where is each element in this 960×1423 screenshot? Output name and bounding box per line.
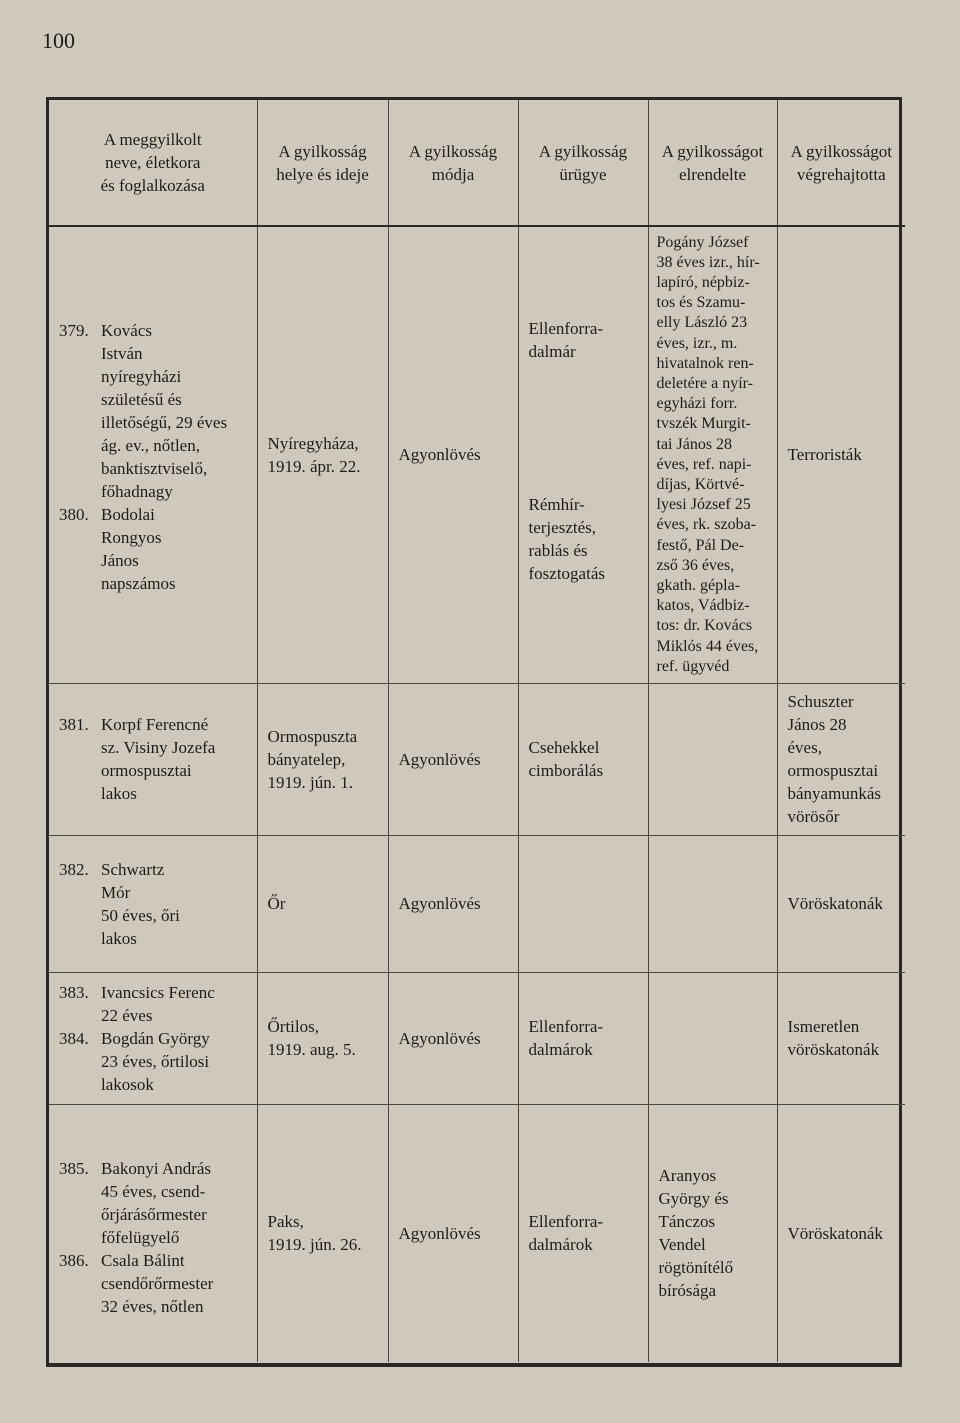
header-place-date: A gyilkosság helye és ideje [257,100,388,226]
victim-entry [59,858,251,950]
pretext-cell: Ellenforra- dalmárok [518,972,648,1104]
table-row [49,683,905,835]
method-cell: Agyonlövés [388,972,518,1104]
victim-entry [59,713,251,805]
pretext-cell: Ellenforra- dalmárok [518,1104,648,1362]
method-cell: Agyonlövés [388,1104,518,1362]
victim-details: Ivancsics Ferenc 22 éves [101,982,215,1025]
victim-cell [49,226,257,683]
victim-cell [49,683,257,835]
place-date-cell: Paks, 1919. jún. 26. [257,1104,388,1362]
victim-details: Kovács István nyíregyházi születésű és illetőségű, 29 éves ág. ev., nőtlen, banktisztviselő, főhadnagy [101,321,228,501]
victim-number: 381. [59,715,89,734]
victim-entry [59,1157,251,1249]
pretext-a: Ellenforra- dalmár [528,319,604,361]
victim-cell [49,972,257,1104]
victim-details: Bogdán György 23 éves, őrtilosi lakosok [101,1028,210,1094]
method-cell: Agyonlövés [388,683,518,835]
pretext-cell [518,835,648,972]
victim-details: Csala Bálint csendőrőrmester 32 éves, nőtlen [101,1250,214,1316]
pretext-cell [518,226,648,683]
victim-cell [49,835,257,972]
executed-by-cell: Vöröskatonák [777,835,905,972]
victim-number: 379. [59,321,89,340]
method-cell: Agyonlövés [388,226,518,683]
page-number: 100 [42,28,75,53]
header-row [49,100,905,226]
table-row [49,1104,905,1362]
victim-details: Bodolai Rongyos János napszámos [101,505,176,593]
place-date-cell: Nyíregyháza, 1919. ápr. 22. [257,226,388,683]
header-pretext: A gyilkosság ürügye [518,100,648,226]
place-date-cell: Őrtilos, 1919. aug. 5. [257,972,388,1104]
victim-number: 380. [59,505,89,524]
header-executed-by: A gyilkosságot végrehajtotta [777,100,905,226]
pretext-cell: Csehekkel cimborálás [518,683,648,835]
executed-by-cell: Terroristák [777,226,905,683]
victim-details: Korpf Ferencné sz. Visiny Jozefa ormospusztai lakos [101,715,216,803]
executed-by-cell: Schuszter János 28 éves, ormospusztai bányamunkás vörösőr [777,683,905,835]
pretext-b: Rémhír- terjesztés, rablás és fosztogatás [528,495,605,583]
victim-number: 383. [59,982,89,1002]
victim-cell [49,1104,257,1362]
place-date-cell: Ormospuszta bányatelep, 1919. jún. 1. [257,683,388,835]
victim-number: 385. [59,1158,89,1178]
method-cell: Agyonlövés [388,835,518,972]
victim-details: Bakonyi András 45 éves, csend- őrjárásőrmester főfelügyelő [101,1158,212,1247]
victim-entry [59,1249,251,1318]
victim-entry [59,1027,251,1096]
victim-number: 382. [59,859,89,879]
ordered-by-cell [648,835,777,972]
header-ordered-by: A gyilkosságot elrendelte [648,100,777,226]
executed-by-cell: Ismeretlen vöröskatonák [777,972,905,1104]
ordered-by-cell [648,683,777,835]
ordered-by-cell: Pogány József 38 éves izr., hír- lapíró, népbiz- tos és Szamu- elly László 23 éves, izr., m. hivatalnok ren- deletére a nyír- egyházi forr. tvszék Murgit- tai János 28 éves, ref. napi- díjas, Körtvé- lyesi József 25 éves, rk. szoba- festő, Pál De- zső 36 éves, gkath. gépla- katos, Vádbiz- tos: dr. Kovács Miklós 44 éves, ref. ügyvéd [648,226,777,683]
victim-number: 386. [59,1250,89,1270]
victim-details: Schwartz Mór 50 éves, őri lakos [101,859,180,948]
table-frame [46,97,902,1367]
victim-entry [59,981,251,1027]
ordered-by-cell: Aranyos György és Tánczos Vendel rögtönítélő bírósága [648,1104,777,1362]
victims-table [49,100,905,1362]
table-row [49,226,905,683]
victim-entry [59,319,251,503]
header-victim: A meggyilkolt neve, életkora és foglalkozása [49,100,257,226]
header-method: A gyilkosság módja [388,100,518,226]
place-date-cell: Őr [257,835,388,972]
victim-entry [59,503,251,595]
table-row [49,835,905,972]
ordered-by-cell [648,972,777,1104]
executed-by-cell: Vöröskatonák [777,1104,905,1362]
victim-number: 384. [59,1028,89,1048]
table-row [49,972,905,1104]
